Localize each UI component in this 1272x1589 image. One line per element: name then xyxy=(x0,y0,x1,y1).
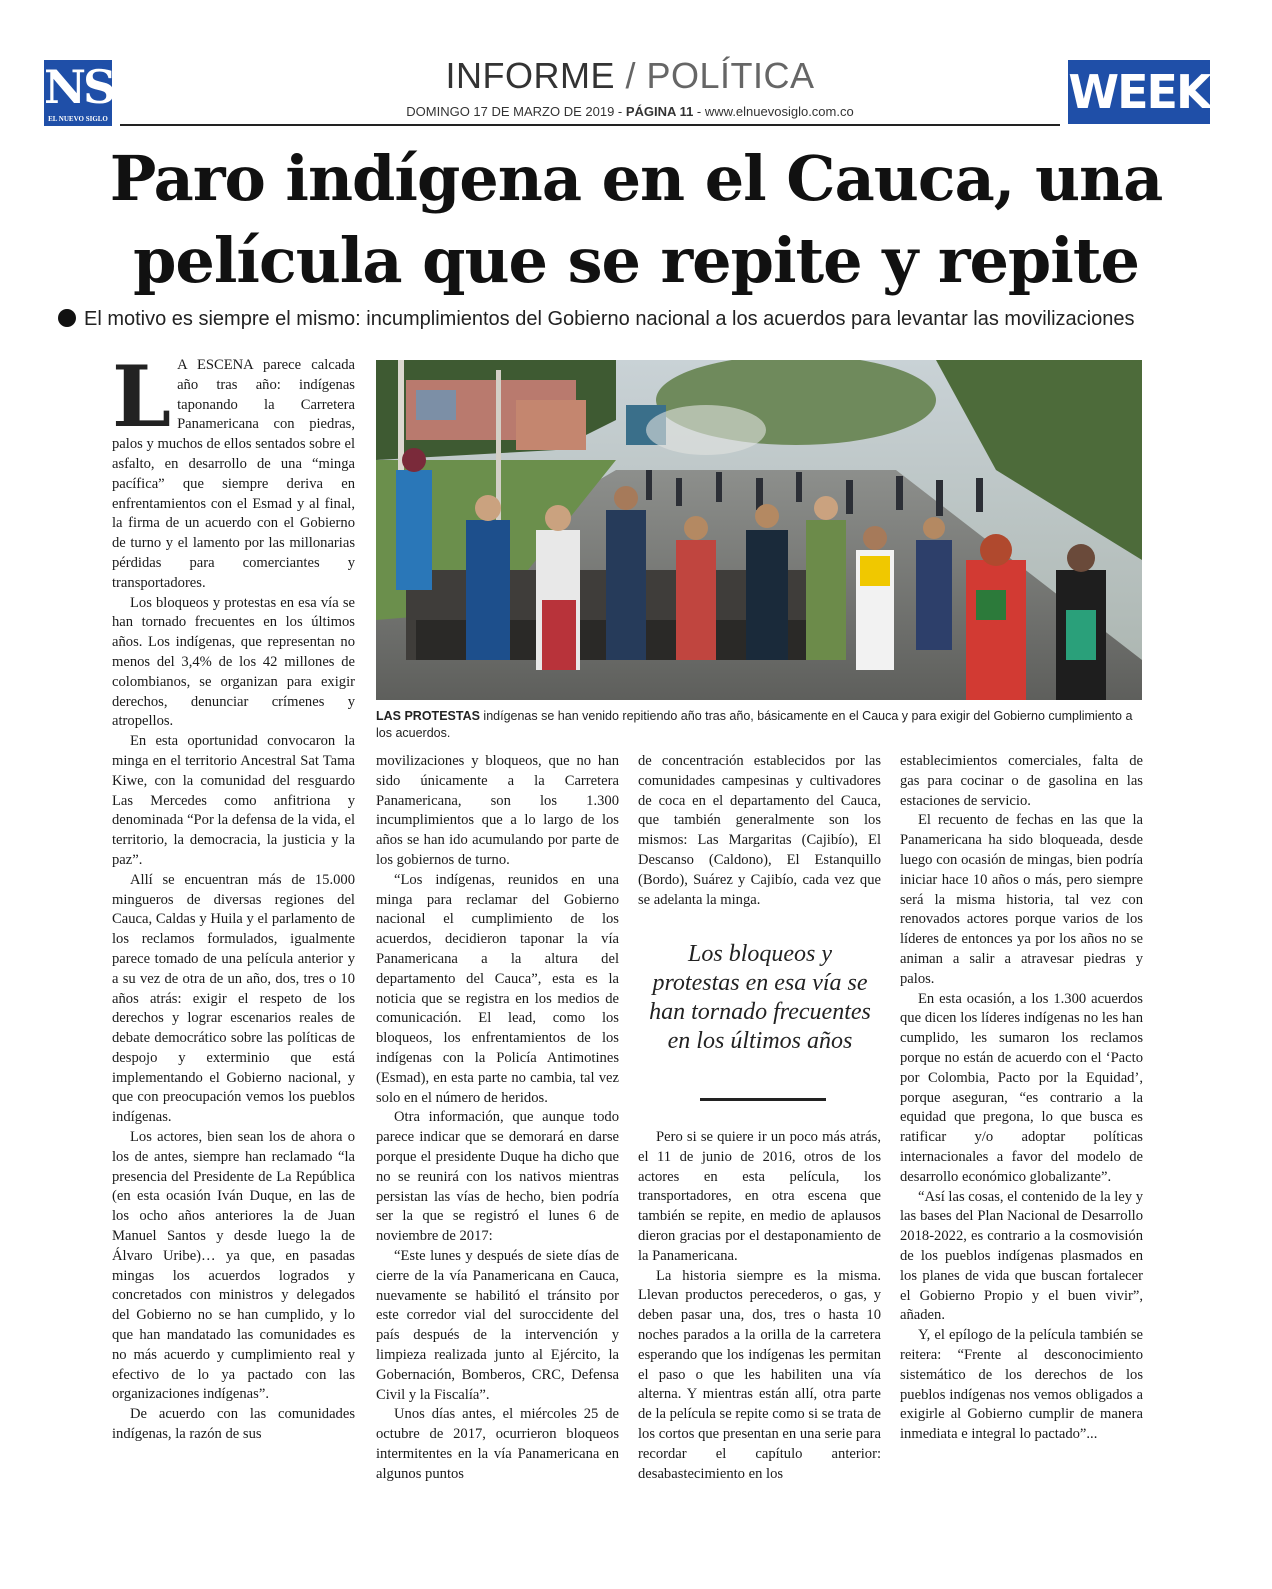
paragraph: Pero si se quiere ir un poco más atrás, el 11 de junio de 2016, otros de los actores en esta película, los transportadores, en otra escena que también se repite, en medio de aplausos dieron gracias por el destaponamiento de la Panamericana. xyxy=(638,1129,881,1264)
section-separator: / xyxy=(614,55,647,96)
paragraph: establecimientos comerciales, falta de gas para cocinar o de gasolina en las estaciones de servicio. xyxy=(900,753,1143,809)
header-rule xyxy=(120,124,1060,126)
article-column-3 xyxy=(638,752,881,910)
date-text: DOMINGO 17 DE MARZO DE 2019 - xyxy=(406,104,626,119)
pull-quote: Los bloqueos y protestas en esa vía se han tornado frecuentes en los últimos años xyxy=(649,941,871,1054)
caption-lead: LAS PROTESTAS xyxy=(376,709,480,723)
newspaper-logo xyxy=(44,60,112,126)
article-column-4 xyxy=(900,752,1143,1445)
paragraph: En esta ocasión, a los 1.300 acuerdos que dicen los líderes indígenas no les han cumplido, les sumaron los reclamos porque no están de acuerdo con el ‘Pacto por Colombia, Pacto por la Equidad’, porque aseguran, “es contrario a la equidad que pregona, lo que busca es ratificar y/o adoptar políticas internacionales a favor del modelo de desarrollo económico globalizante”. xyxy=(900,990,1143,1185)
paragraph: De acuerdo con las comunidades indígenas, la razón de sus xyxy=(112,1406,355,1443)
paragraph: Otra información, que aunque todo parece indicar que se demorará en darse porque el presidente Duque ha dicho que no se reunirá con los nativos mientras persistan las vías de hecho, bien podría ser la que se registró el lunes 6 de noviembre de 2017: xyxy=(376,1109,619,1245)
paragraph: “Este lunes y después de siete días de cierre de la vía Panamericana en Cauca, nuevamente se habilitó el tránsito por este corredor vial del suroccidente del país después de la intervención y limpieza realizada junto al Ejército, la Gobernación, Bomberos, CRC, Defensa Civil y la Fiscalía”. xyxy=(376,1247,619,1403)
article-column-2 xyxy=(376,752,619,1484)
headline-line-2: película que se repite y repite xyxy=(133,224,1139,297)
dateline xyxy=(300,104,960,120)
paragraph: La historia siempre es la misma. Llevan productos perecederos, o gas, y deben pasar una, dos, tres o hasta 10 noches parados a la orilla de la carretera esperando que los indígenas les permitan el paso o que les habiliten una vía alterna. Y mientras están allí, otra parte de la película se repite como si se trata de los cortos que presentan en una serie para recordar el capítulo anterior: desabastecimiento en los xyxy=(638,1267,881,1482)
paragraph: A ESCENA parece calcada año tras año: indígenas taponando la Carretera Panamericana con piedras, palos y muchos de ellos sentados sobre el asfalto, en desarrollo de una “minga pacífica” que siempre deriva en enfrentamientos con el Esmad y al final, la firma de un acuerdo con el Gobierno de turno y el lamento por las millonarias pérdidas para comerciantes y transportadores. xyxy=(112,357,355,591)
deck-text: El motivo es siempre el mismo: incumplimientos del Gobierno nacional a los acuerdos para levantar las movilizaciones xyxy=(84,308,1135,330)
protest-scene-illustration xyxy=(376,360,1142,700)
article-column-1 xyxy=(112,347,355,1445)
paragraph: “Así las cosas, el contenido de la ley y las bases del Plan Nacional de Desarrollo 2018-2022, es contrario a la cosmovisión de los pueblos indígenas plasmados en los planes de vida que buscan fortalecer el Gobierno Propio y el buen vivir”, añaden. xyxy=(900,1188,1143,1324)
bullet-icon xyxy=(58,309,76,327)
section-title xyxy=(300,54,960,98)
site-url: - www.elnuevosiglo.com.co xyxy=(693,104,854,119)
article-column-3-lower xyxy=(638,1128,881,1484)
paragraph: “Los indígenas, reunidos en una minga para reclamar del Gobierno nacional el cumplimiento de los acuerdos, decidieron taponar la vía Panamericana a la altura del departamento del Cauca”, esta es la noticia que se registra en los medios de comunicación. El lead, como los bloqueos, los enfrentamientos de los indígenas con la Policía Antimotines (Esmad), en esta parte no cambia, tal vez solo en el número de heridos. xyxy=(376,871,619,1106)
section-primary: INFORME xyxy=(445,55,615,96)
photo-caption xyxy=(376,708,1142,742)
pull-quote-rule xyxy=(700,1098,826,1101)
section-secondary: POLÍTICA xyxy=(646,55,815,96)
headline-line-1: Paro indígena en el Cauca, una xyxy=(109,142,1163,215)
paragraph: Y, el epílogo de la película también se reitera: “Frente al desconocimiento sistemático de los derechos de los pueblos indígenas nos vemos obligados a exigirle al Gobierno cumplir de manera inmediata e integral lo pactado”... xyxy=(900,1327,1143,1443)
drop-cap: L xyxy=(112,347,172,446)
paragraph: Los bloqueos y protestas en esa vía se han tornado frecuentes en los últimos años. Los indígenas, que representan no menos del 3,4% de los 42 millones de colombianos, se organizan para exigir derechos, denunciar crímenes y atropellos. xyxy=(112,594,355,730)
logo-initials: NS xyxy=(44,60,114,114)
paragraph: Unos días antes, el miércoles 25 de octubre de 2017, ocurrieron bloqueos intermitentes en la vía Panamericana en algunos puntos xyxy=(376,1406,619,1482)
paragraph: Los actores, bien sean los de ahora o los de antes, siempre han reclamado “la presencia del Presidente de La República (en esta ocasión Iván Duque, en las de los ocho años anteriores la de Juan Manuel Santos y desde luego la de Álvaro Uribe)… ya que, en pasadas mingas los acuerdos logrados y concretados con ministros y delegados del Gobierno no se han cumplido, y lo que han mandatado las comunidades es no más acuerdo y cumplimiento real y efectivo de lo ya pactado con las organizaciones indígenas”. xyxy=(112,1129,355,1403)
paragraph: de concentración establecidos por las comunidades campesinas y cultivadores de coca en el departamento del Cauca, que también generalmente son los mismos: Las Margaritas (Cajibío), El Descanso (Caldono), El Estanquillo (Bordo), Suárez y Cajibío, cada vez que se adelanta la minga. xyxy=(638,753,881,908)
caption-text: indígenas se han venido repitiendo año tras año, básicamente en el Cauca y para exigir del Gobierno cumplimiento a los acuerdos. xyxy=(376,709,1133,740)
paragraph: movilizaciones y bloqueos, que no han sido únicamente a la Carretera Panamericana, son los 1.300 incumplimientos que a lo largo de los años se han ido acumulando por parte de los gobiernos de turno. xyxy=(376,753,619,868)
week-badge: WEEK xyxy=(1068,60,1210,124)
paragraph: En esta oportunidad convocaron la minga en el territorio Ancestral Sat Tama Kiwe, con la comunidad del resguardo Las Mercedes como anfitriona y denominada “Por la defensa de la vida, el territorio, la democracia, la justicia y la paz”. xyxy=(112,733,355,868)
page-number: PÁGINA 11 xyxy=(625,104,694,119)
protest-photo xyxy=(376,360,1142,700)
paragraph: Allí se encuentran más de 15.000 mingueros de diversas regiones del Cauca, Caldas y Huila y el parlamento de los reclamos formulados, igualmente parece tomado de una película anterior y a su vez de otra de un año, dos, tres o 10 años atrás: exigir el respeto de los derechos y lograr escenarios reales de debate democrático sobre las políticas de despojo y exterminio que está implementando el Gobierno nacional, y que con preocupación vemos los pueblos indígenas. xyxy=(112,871,355,1126)
headline xyxy=(40,138,1232,302)
deck xyxy=(58,306,1218,332)
paragraph: El recuento de fechas en las que la Panamericana ha sido bloqueada, desde luego con ocasión de mingas, bien podría iniciar hace 10 años o más, pero siempre será la misma historia, tal vez con renovados actores porque varios de los líderes de entonces ya por los años no se animan a salir a atravesar piedras y palos. xyxy=(900,812,1143,987)
logo-name: EL NUEVO SIGLO xyxy=(48,115,108,123)
